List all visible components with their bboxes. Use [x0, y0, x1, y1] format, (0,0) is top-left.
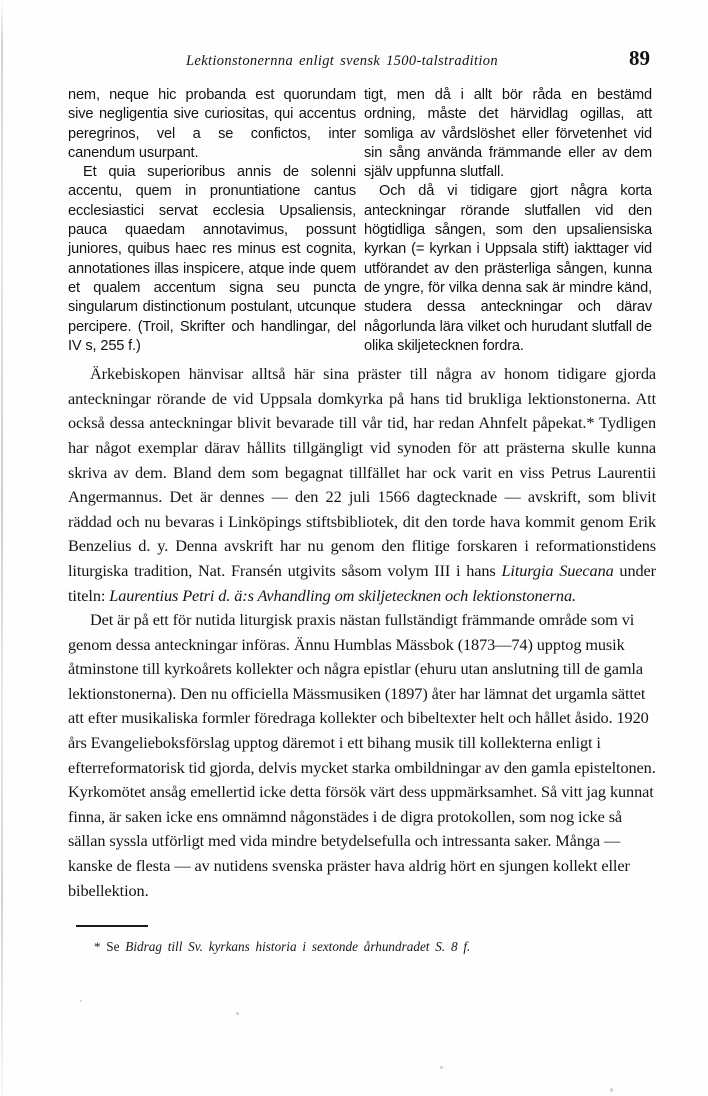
- quote-paragraph: Och då vi tidigare gjort några korta anteckningar rörande slutfallen vid den högtidliga sången, som den upsaliensiska kyrkan (= kyrkan i Uppsala stift) iakttager vid utförandet av den prästerliga sången, kunna de yngre, för vilka denna sak är mindre känd, studera dessa anteckningar och därav någorlunda lära vilket och hurudant slutfall de olika skiljetecknen fordra.: [364, 183, 652, 354]
- quote-column-right: [364, 86, 652, 356]
- body-text: [68, 362, 656, 903]
- quote-column-left: [68, 86, 356, 356]
- scan-speck: [610, 1088, 613, 1092]
- quoted-two-column-block: [68, 86, 656, 356]
- quote-paragraph: nem, neque hic probanda est quorundam sive negligentia sive curiositas, qui accentus peregrinos, vel a se confictos, inter canendum usurpant.: [68, 87, 356, 161]
- footnote: [94, 938, 656, 956]
- footnote-source-title: Bidrag till Sv. kyrkans historia i sextonde århundradet S. 8 f.: [125, 939, 471, 955]
- running-head-title: Lektionstonernna enligt svensk 1500-talstradition: [186, 53, 498, 69]
- body-paragraph-2: Det är på ett för nutida liturgisk praxis nästan fullständigt främmande område som vi genom dessa anteckningar införas. Ännu Humblas Mässbok (1873—74) upptog musik åtminstone till kyrkoårets kollekter och några epistlar (ehuru utan anslutning till de gamla lektionstonerna). Den nu officiella Mässmusiken (1897) åter har lämnat det urgamla sättet att efter musikaliska formler föredraga kollekter och bibeltexter helt och hållet åsido. 1920 års Evangelieboksförslag upptog däremot i ett bihang musik till kollekterna enligt i efterreformatorisk tid gjorda, delvis mycket starka ombildningar av den gamla episteltonen. Kyrkomötet ansåg emellertid icke detta försök värt dess uppmärksamhet. Så vitt jag kunnat finna, är saken icke ens omnämnd någonstädes i de digra protokollen, som nog icke så sällan syssla utförligt med vida mindre betydelsefulla och intressanta saker. Många — kanske de flesta — av nutidens svenska präster hava aldrig hört en sjungen kollekt eller bibellektion.: [68, 610, 656, 900]
- body-paragraph-1-part-1: Ärkebiskopen hänvisar alltså här sina präster till några av honom tidigare gjorda anteckningar rörande de vid Uppsala domkyrka på hans tid brukliga lektionstonerna. Att också dessa anteckningar blivit bevarade till vår tid, har redan Ahnfelt påpekat.* Tydligen har något exemplar därav hållits tillgängligt vid synoden för att prästerna skulle kunna skriva av dem. Bland dem som begagnat tillfället har ock varit en viss Petrus Laurentii Angermannus. Det är dennes — den 22 juli 1566 dagtecknade — avskrift, som blivit räddad och nu bevaras i Linköpings stiftsbibliotek, dit den torde hava kommit genom Erik Benzelius d. y. Denna avskrift har nu genom den flitige forskaren i reformationstidens liturgiska tradition, Nat. Fransén utgivits såsom volym III i hans: [68, 364, 656, 580]
- footnote-marker: *: [94, 939, 101, 955]
- footnote-block: [68, 925, 656, 956]
- page-content: [68, 0, 656, 956]
- footnote-separator-rule: [76, 925, 148, 927]
- footnote-lead: Se: [106, 939, 126, 955]
- body-paragraph-1-connector: under titeln:: [68, 560, 657, 605]
- scan-speck: [236, 1012, 239, 1015]
- work-title-laurentius-petri: Laurentius Petri d. ä:s Avhandling om skiljetecknen och lektionstonerna.: [109, 585, 576, 605]
- scan-speck: [440, 1066, 443, 1069]
- scan-edge-artifact: [1, 0, 3, 1096]
- quote-paragraph: tigt, men då i allt bör råda en bestämd ordning, måste det härvidlag ogillas, att somliga av vårdslöshet eller förvetenhet vid sin sång använda främmande eller av dem själv uppfunna slutfall.: [364, 87, 652, 181]
- body-paragraph-1: [68, 362, 656, 608]
- quote-paragraph: Et quia superioribus annis de solenni accentu, quem in pronuntiatione cantus ecclesiastici servat ecclesia Upsaliensis, pauca quaedam annotavimus, possunt juniores, quibus haec res minus est cognita, annotationes illas inspicere, atque inde quem et qualem accentum signa seu puncta singularum distinctionum postulant, utcunque percipere. (Troil, Skrifter och handlingar, del IV s, 255 f.): [68, 164, 356, 354]
- page-number: 89: [629, 46, 650, 70]
- scan-speck: [80, 1000, 82, 1002]
- book-title-liturgia-suecana: Liturgia Suecana: [501, 560, 614, 580]
- running-head: [68, 46, 656, 76]
